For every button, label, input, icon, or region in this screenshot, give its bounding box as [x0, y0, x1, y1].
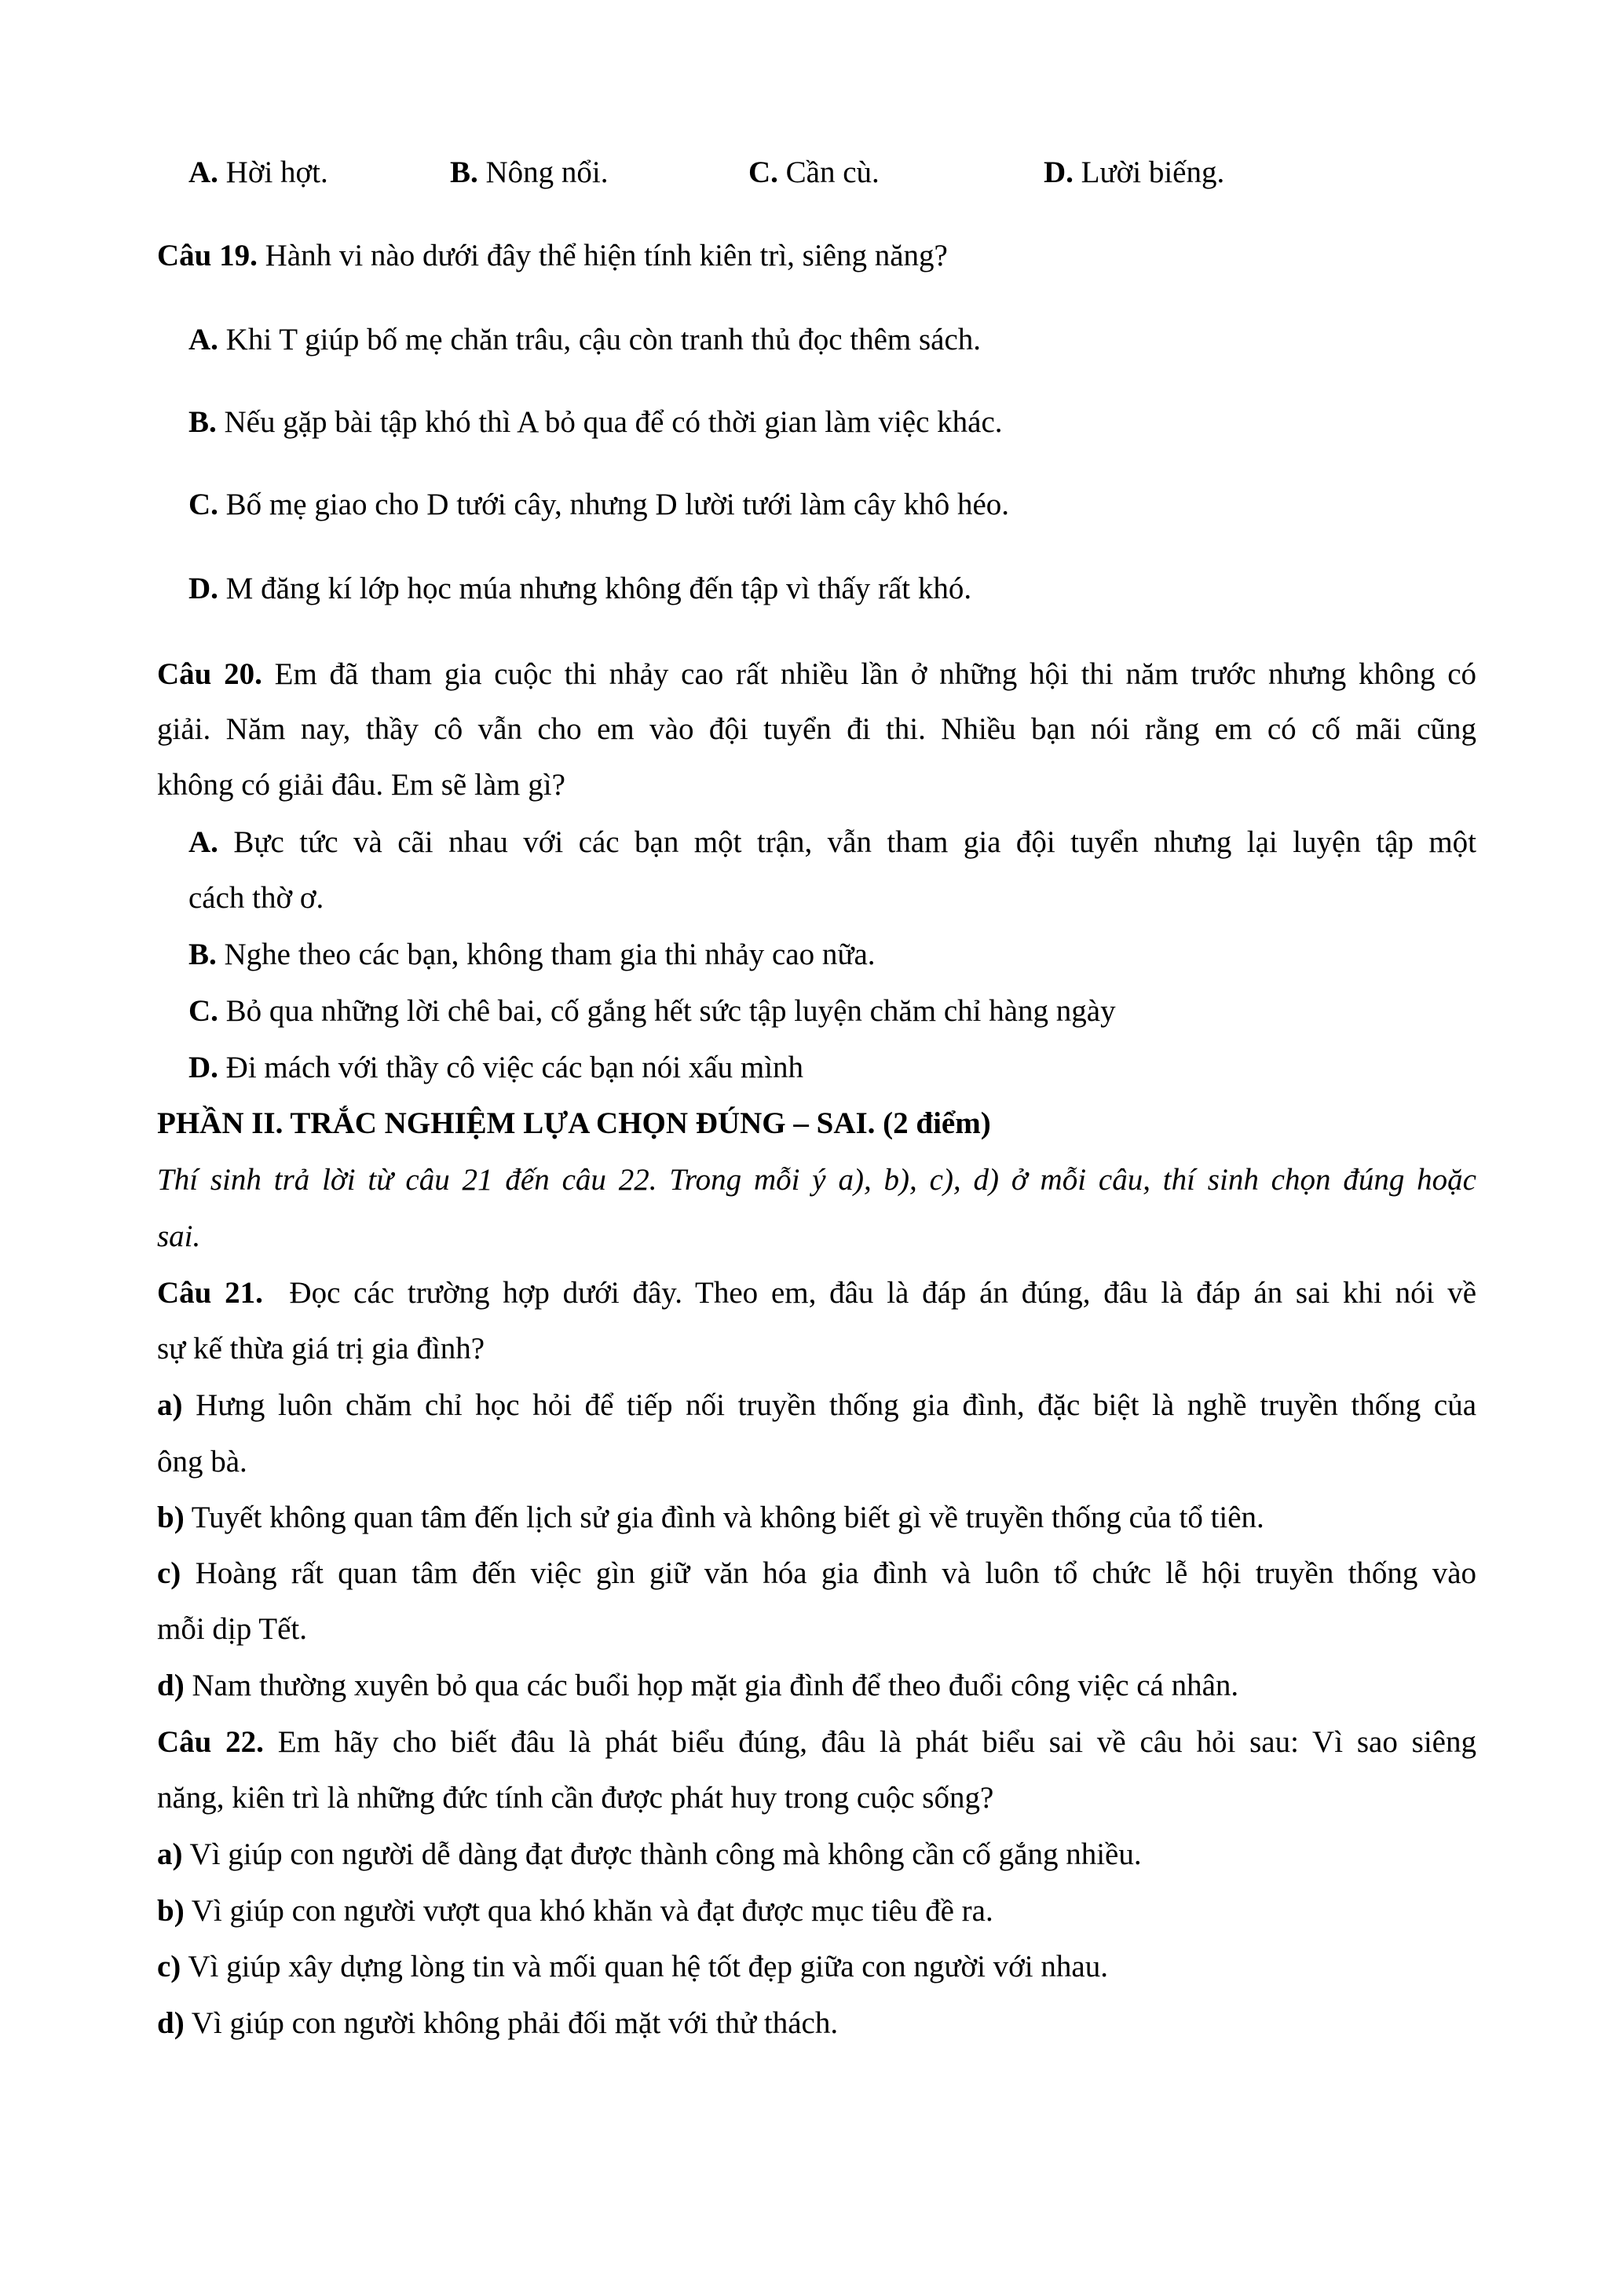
q20-option-c: C. Bỏ qua những lời chê bai, cố gắng hết sức tập luyện chăm chỉ hàng ngày: [188, 994, 1116, 1028]
q20-stem-line-1: Câu 20. Em đã tham gia cuộc thi nhảy cao rất nhiều lần ở những hội thi năm trước nhưng không có: [157, 657, 1477, 691]
q21-item-c-cont: mỗi dịp Tết.: [157, 1612, 308, 1646]
q20-option-a: A. Bực tức và cãi nhau với các bạn một trận, vẫn tham gia đội tuyển nhưng lại luyện tập một: [188, 825, 1477, 859]
q18-option-d: D. Lười biếng.: [1044, 155, 1225, 189]
q21-item-c: c) Hoàng rất quan tâm đến việc gìn giữ văn hóa gia đình và luôn tổ chức lễ hội truyền thống vào: [157, 1556, 1477, 1590]
q21-item-b: b) Tuyết không quan tâm đến lịch sử gia đình và không biết gì về truyền thống của tổ tiên.: [157, 1501, 1264, 1534]
q21-item-a: a) Hưng luôn chăm chỉ học hỏi để tiếp nối truyền thống gia đình, đặc biệt là nghề truyền thống của: [157, 1388, 1476, 1422]
q22-stem-line-1: Câu 22. Em hãy cho biết đâu là phát biểu đúng, đâu là phát biểu sai về câu hỏi sau: Vì sao siêng: [157, 1725, 1476, 1759]
q18-option-b: B. Nông nổi.: [450, 155, 609, 189]
q20-option-d: D. Đi mách với thầy cô việc các bạn nói xấu mình: [188, 1051, 804, 1084]
q22-item-c: c) Vì giúp xây dựng lòng tin và mối quan hệ tốt đẹp giữa con người với nhau.: [157, 1950, 1108, 1983]
q20-stem-line-2: giải. Năm nay, thầy cô vẫn cho em vào đội tuyển đi thi. Nhiều bạn nói rằng em có cố mãi cũng: [157, 712, 1476, 746]
part2-instruction-line-2: sai.: [157, 1219, 201, 1253]
q21-stem-line-2: sự kế thừa giá trị gia đình?: [157, 1332, 485, 1366]
q19-option-a: A. Khi T giúp bố mẹ chăn trâu, cậu còn tranh thủ đọc thêm sách.: [188, 323, 982, 356]
q20-option-b: B. Nghe theo các bạn, không tham gia thi nhảy cao nữa.: [188, 938, 876, 971]
q21-item-d: d) Nam thường xuyên bỏ qua các buổi họp mặt gia đình để theo đuổi công việc cá nhân.: [157, 1669, 1239, 1702]
q22-item-d: d) Vì giúp con người không phải đối mặt với thử thách.: [157, 2006, 839, 2040]
q19-stem: Câu 19. Hành vi nào dưới đây thể hiện tính kiên trì, siêng năng?: [157, 239, 948, 272]
part2-heading: PHẦN II. TRẮC NGHIỆM LỰA CHỌN ĐÚNG – SAI. (2 điểm): [157, 1106, 991, 1140]
q18-option-a: A. Hời hợt.: [188, 155, 328, 189]
q22-stem-line-2: năng, kiên trì là những đức tính cần được phát huy trong cuộc sống?: [157, 1781, 994, 1815]
q19-option-c: C. Bố mẹ giao cho D tưới cây, nhưng D lười tưới làm cây khô héo.: [188, 488, 1010, 521]
q22-item-a: a) Vì giúp con người dễ dàng đạt được thành công mà không cần cố gắng nhiều.: [157, 1837, 1142, 1871]
q21-stem-line-1: Câu 21. Đọc các trường hợp dưới đây. Theo em, đâu là đáp án đúng, đâu là đáp án sai khi nói về: [157, 1276, 1477, 1310]
q20-option-a-cont: cách thờ ơ.: [188, 881, 324, 915]
q19-option-d: D. M đăng kí lớp học múa nhưng không đến tập vì thấy rất khó.: [188, 572, 972, 605]
q21-item-a-cont: ông bà.: [157, 1445, 247, 1479]
part2-instruction-line-1: Thí sinh trả lời từ câu 21 đến câu 22. Trong mỗi ý a), b), c), d) ở mỗi câu, thí sinh chọn đúng hoặc: [157, 1163, 1476, 1197]
q22-item-b: b) Vì giúp con người vượt qua khó khăn và đạt được mục tiêu đề ra.: [157, 1894, 993, 1928]
q19-option-b: B. Nếu gặp bài tập khó thì A bỏ qua để có thời gian làm việc khác.: [188, 405, 1003, 439]
q20-stem-line-3: không có giải đâu. Em sẽ làm gì?: [157, 768, 565, 802]
q18-option-c: C. Cần cù.: [748, 155, 880, 189]
